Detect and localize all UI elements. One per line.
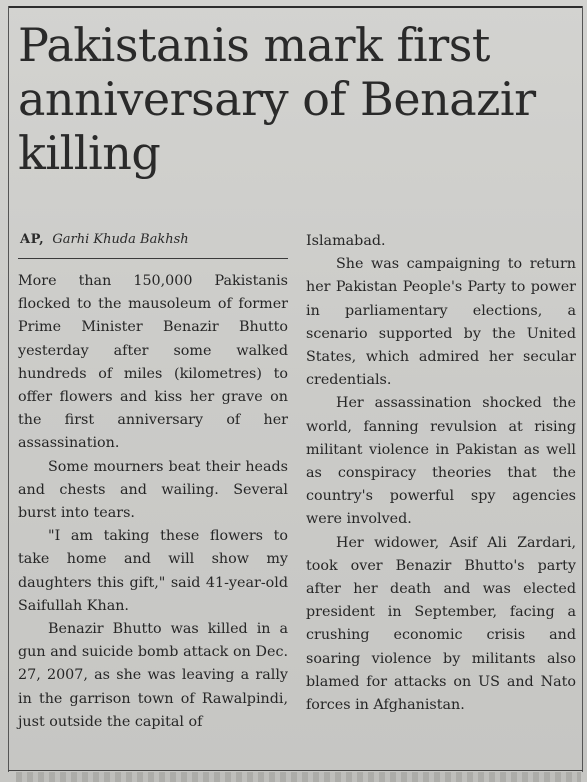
byline-rule <box>18 258 288 259</box>
paragraph: More than 150,000 Pakistanis flocked to the mausoleum of former Prime Minister Benazir Bhutto yesterday after some walked hundreds of miles (kilometres) to offer flowers and kiss her grave on the first anniversary of her assassination. <box>18 273 288 452</box>
left-rule <box>8 6 9 772</box>
byline-agency: AP, <box>20 232 45 247</box>
paragraph: "I am taking these flowers to take home and will show my daughters this gift," said 41-year-old Saifullah Khan. <box>18 528 288 614</box>
paragraph: Benazir Bhutto was killed in a gun and suicide bomb attack on Dec. 27, 2007, as she was leaving a rally in the garrison town of Rawalpindi, just outside the capital of <box>18 621 288 730</box>
bottom-rule <box>8 770 583 771</box>
paragraph: Her assassination shocked the world, fanning revulsion at rising militant violence in Pakistan as well as conspiracy theories that the country's powerful spy agencies were involved. <box>306 395 576 528</box>
byline-dateline: Garhi Khuda Bakhsh <box>52 232 189 247</box>
paragraph: Islamabad. <box>306 233 386 249</box>
paragraph: She was campaigning to return her Pakistan People's Party to power in parliamentary elections, a scenario supported by the United States, which admired her secular credentials. <box>306 256 576 389</box>
paragraph: Some mourners beat their heads and chests and wailing. Several burst into tears. <box>18 458 288 522</box>
top-rule <box>8 6 583 8</box>
article-headline: Pakistanis mark first anniversary of Benazir killing <box>18 18 536 180</box>
article-column-right <box>306 230 576 717</box>
article-column-left <box>18 270 288 734</box>
paragraph: Her widower, Asif Ali Zardari, took over Benazir Bhutto's party after her death and was elected president in September, facing a crushing economic crisis and soaring violence by militants also blamed for attacks on US and Nato forces in Afghanistan. <box>306 534 576 714</box>
byline <box>20 232 290 247</box>
cropped-next-article-strip <box>16 772 581 782</box>
